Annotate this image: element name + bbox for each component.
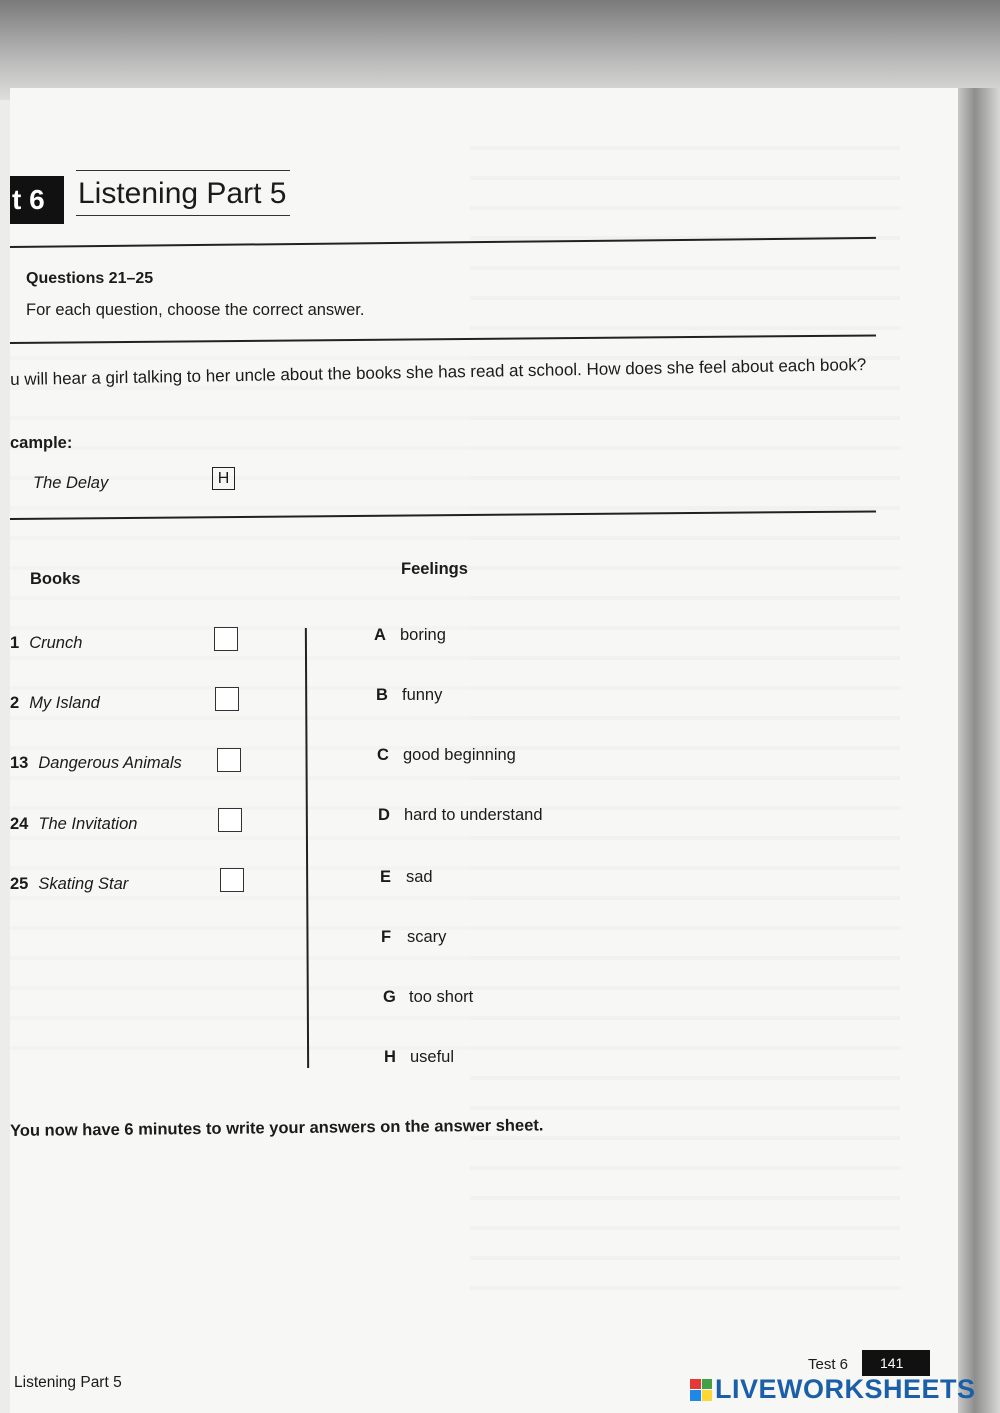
instruction: For each question, choose the correct answer. (26, 301, 365, 319)
feeling-text: boring (400, 626, 446, 644)
section-heading-box (76, 170, 290, 216)
feelings-heading: Feelings (401, 560, 468, 578)
feeling-option (381, 928, 446, 947)
liveworksheets-logo-icon (690, 1379, 712, 1401)
book-title: Dangerous Animals (38, 754, 182, 772)
book-row (10, 875, 128, 894)
feeling-option (383, 988, 473, 1007)
feeling-letter: F (381, 928, 392, 946)
book-row (10, 754, 182, 773)
feeling-option (384, 1048, 454, 1067)
answer-box-22[interactable] (215, 687, 239, 711)
example-answer-box: H (212, 467, 235, 490)
footer-test: Test 6 (808, 1356, 849, 1373)
book-title: My Island (29, 694, 100, 712)
feeling-text: scary (407, 928, 447, 946)
feeling-text: useful (410, 1048, 455, 1066)
feeling-text: hard to understand (404, 806, 543, 824)
feeling-option (380, 868, 433, 887)
scan-shadow (0, 0, 1000, 100)
book-title: The Invitation (38, 815, 138, 833)
feeling-option (377, 746, 516, 765)
answer-box-23[interactable] (217, 748, 241, 772)
feeling-letter: B (376, 686, 388, 704)
answer-box-24[interactable] (218, 808, 242, 832)
section-heading: Listening Part 5 (78, 177, 287, 210)
feeling-letter: E (380, 868, 392, 886)
feeling-letter: G (383, 988, 396, 1006)
feeling-text: sad (406, 868, 433, 886)
answer-box-25[interactable] (220, 868, 244, 892)
book-number: 1 (10, 634, 20, 652)
task-intro: u will hear a girl talking to her uncle about the books she has read at school. How does she feel about each book? (10, 355, 867, 389)
book-row (10, 694, 100, 713)
liveworksheets-brand[interactable] (690, 1374, 976, 1405)
brand-text: LIVEWORKSHEETS (715, 1374, 976, 1404)
feeling-option (374, 626, 446, 645)
test-tab: t 6 (10, 176, 64, 224)
page-spine (958, 88, 1000, 1413)
book-number: 2 (10, 694, 20, 712)
book-row (10, 634, 82, 653)
questions-range: Questions 21–25 (26, 270, 154, 287)
book-number: 24 (10, 815, 29, 833)
feeling-text: funny (402, 686, 443, 704)
footer-section: Listening Part 5 (14, 1374, 122, 1391)
feeling-option (376, 686, 442, 705)
book-row (10, 815, 137, 834)
feeling-letter: C (377, 746, 389, 764)
feeling-letter: A (374, 626, 386, 644)
example-title: The Delay (33, 474, 109, 492)
book-number: 25 (10, 875, 29, 893)
feeling-text: good beginning (403, 746, 516, 764)
feeling-text: too short (409, 988, 474, 1006)
book-title: Crunch (29, 634, 83, 652)
page-number: 141 (862, 1350, 930, 1376)
feeling-option (378, 806, 543, 825)
example-label: cample: (10, 434, 73, 452)
answer-box-21[interactable] (214, 627, 238, 651)
feeling-letter: D (378, 806, 390, 824)
time-note: You now have 6 minutes to write your answers on the answer sheet. (10, 1116, 544, 1140)
feeling-letter: H (384, 1048, 396, 1066)
book-title: Skating Star (38, 875, 129, 893)
books-heading: Books (30, 570, 81, 588)
book-number: 13 (10, 754, 29, 772)
